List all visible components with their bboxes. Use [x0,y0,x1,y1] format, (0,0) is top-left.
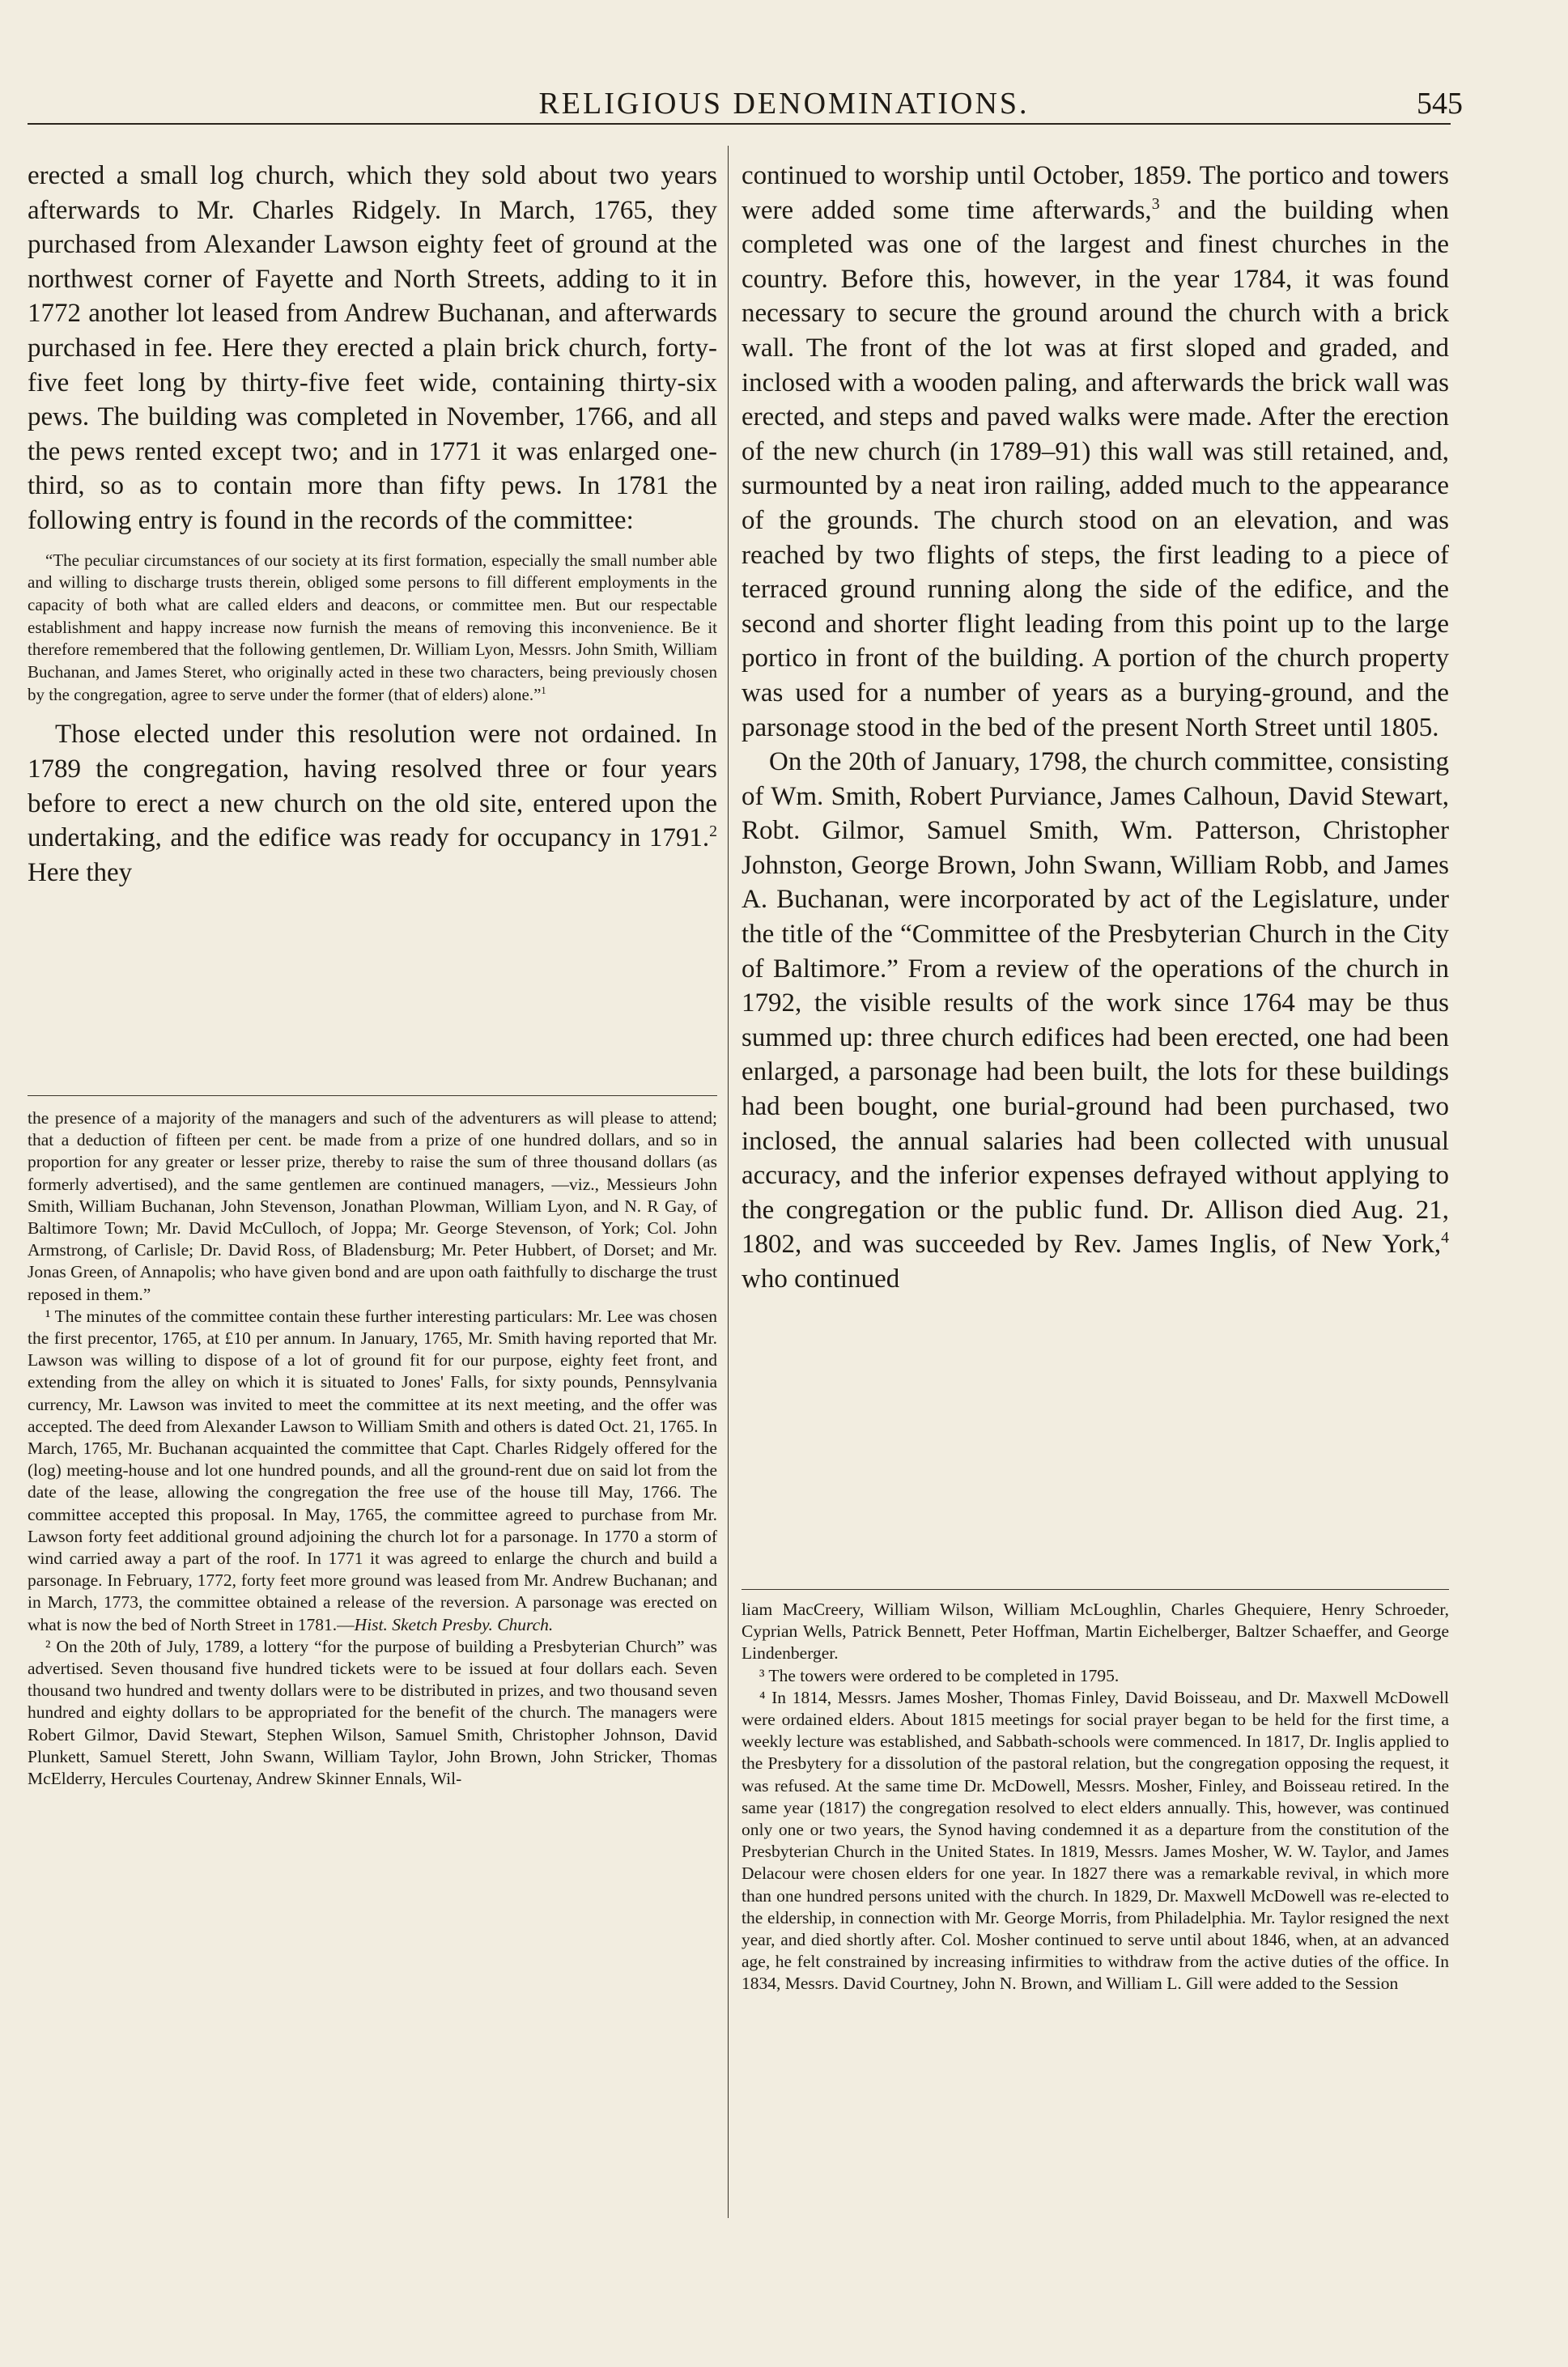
footnote-4: ⁴ In 1814, Messrs. James Mosher, Thomas Finley, David Boisseau, and Dr. Maxwell McDowell were ordained elders. About 1815 meetings for social prayer began to be held for the first time, a weekly lecture was established, and Sabbath-schools were commenced. In 1817, Dr. Inglis applied to the Presbytery for a dissolution of the pastoral relation, but the congregation opposing the request, it was refused. At the same time Dr. McDowell, Messrs. Mosher, Finley, and Boisseau retired. In the same year (1817) the congregation resolved to elect elders annually. This, however, was continued only one or two years, the Synod having condemned it as a departure from the constitution of the Presbyterian Church in the United States. In 1819, Messrs. James Mosher, W. W. Taylor, and James Delacour were chosen elders for one year. In 1827 there was a remarkable revival, in which more than one hundred persons united with the church. In 1829, Dr. Maxwell McDowell was re-elected to the eldership, in connection with Mr. George Morris, from Philadelphia. Mr. Taylor resigned the next year, and died shortly after. Col. Mosher continued to serve until about 1846, when, at an advanced age, he felt constrained by increasing infirmities to withdraw from the active duties of the office. In 1834, Messrs. David Courtney, John N. Brown, and William L. Gill were added to the Session [742,1687,1449,1994]
footnote-continuation-right: liam MacCreery, William Wilson, William McLoughlin, Charles Ghequiere, Henry Schroeder, Cyprian Wells, Patrick Bennett, Peter Hoffman, Martin Eichelberger, Baltzer Schaeffer, and George Lindenberger. [742,1600,1449,1664]
right-paragraph-1 [742,159,1449,745]
quote-body: “The peculiar circumstances of our society at its first formation, especially the small number able and willing to discharge trusts therein, obliged some persons to fill different employments in the capacity of both what are called elders and deacons, or committee men. But our respectable establishment and happy increase now furnish the means of removing this inconvenience. Be it therefore remembered that the following gentlemen, Dr. William Lyon, Messrs. John Smith, William Buchanan, and James Steret, who originally acted in these two characters, being previously chosen by the congregation, agree to serve under the former (that of elders) alone.” [28,550,717,704]
footnote-ref-1: 1 [541,684,546,696]
committee-record-quote [28,550,717,707]
header-rule [28,123,1451,125]
left-footnote-rule [28,1095,717,1096]
page-header [0,81,1568,130]
page-number: 545 [1417,87,1463,121]
footnote-2: ² On the 20th of July, 1789, a lottery “for the purpose of building a Presbyterian Church” was advertised. Seven thousand five hundred tickets were to be issued at four dollars each. Seven thousand two hundred and twenty dollars were to be distributed in prizes, and two thousand seven hundred and eighty dollars to be appropriated for the benefit of the church. The managers were Robert Gilmor, David Stewart, Stephen Wilson, Samuel Smith, Christopher Johnson, David Plunkett, Samuel Sterett, John Swann, William Taylor, John Brown, John Stricker, Thomas McElderry, Hercules Courtenay, Andrew Skinner Ennals, Wil- [28,1636,717,1789]
footnote-3: ³ The towers were ordered to be completed in 1795. [759,1665,1120,1685]
footnote-1 [28,1306,717,1636]
footnote-1-source: Hist. Sketch Presby. Church. [354,1614,554,1634]
right-paragraph-2-tail: who continued [742,1264,900,1294]
left-column-body [28,159,717,890]
running-title: RELIGIOUS DENOMINATIONS. [538,87,1030,121]
right-footnotes [742,1599,1449,1995]
footnote-ref-2: 2 [709,822,717,841]
right-paragraph-1-head: continued to worship until October, 1859. The portico and towers were added some time afterwards, [742,161,1449,225]
column-divider [728,146,729,2218]
right-paragraph-1-tail: and the building when completed was one of the largest and finest churches in the country. Before this, however, in the year 1784, it was found necessary to secure the ground around the church with a brick wall. The front of the lot was at first sloped and graded, and inclosed with a wooden paling, and afterwards the brick wall was erected, and steps and paved walks were made. After the erection of the new church (in 1789–91) this wall was still retained, and, surmounted by a neat iron railing, added much to the appearance of the grounds. The church stood on an elevation, and was reached by two flights of steps, the first leading to a piece of terraced ground running along the side of the edifice, and the second and shorter flight leading from this point up to the large portico in front of the building. A portion of the church property was used for a number of years as a burying-ground, and the parsonage stood in the bed of the present North Street until 1805. [742,195,1449,742]
quote-text [28,550,717,707]
left-paragraph-2-tail: Here they [28,857,133,887]
left-footnotes [28,1107,717,1790]
right-column-body [742,159,1449,1297]
right-paragraph-2 [742,745,1449,1297]
left-paragraph-2-text: Those elected under this resolution were not ordained. In 1789 the congregation, having resolved three or four years before to erect a new church on the old site, entered upon the undertaking, and the edifice was ready for occupancy in 1791. [28,720,717,853]
right-footnote-rule [742,1589,1449,1590]
right-paragraph-2-head: On the 20th of January, 1798, the church committee, consisting of Wm. Smith, Robert Purviance, James Calhoun, David Stewart, Robt. Gilmor, Samuel Smith, Wm. Patterson, Christopher Johnston, George Brown, John Swann, William Robb, and James A. Buchanan, were incorporated by act of the Legislature, under the title of the “Committee of the Presbyterian Church in the City of Baltimore.” From a review of the operations of the church in 1792, the visible results of the work since 1764 may be thus summed up: three church edifices had been erected, one had been enlarged, a parsonage had been built, the lots for these buildings had been bought, one burial-ground had been purchased, two inclosed, the annual salaries had been collected with unusual accuracy, and the inferior expenses defrayed without applying to the congregation or the public fund. Dr. Allison died Aug. 21, 1802, and was succeeded by Rev. James Inglis, of New York, [742,747,1449,1260]
left-paragraph-1: erected a small log church, which they sold about two years afterwards to Mr. Charles Ridgely. In March, 1765, they purchased from Alexander Lawson eighty feet of ground at the northwest corner of Fayette and North Streets, adding to it in 1772 another lot leased from Andrew Buchanan, and afterwards purchased in fee. Here they erected a plain brick church, forty-five feet long by thirty-five feet wide, containing thirty-six pews. The building was completed in November, 1766, and all the pews rented except two; and in 1771 it was enlarged one-third, so as to contain more than fifty pews. In 1781 the following entry is found in the records of the committee: [28,161,717,535]
left-paragraph-2 [28,717,717,890]
footnote-continuation-left: the presence of a majority of the managers and such of the adventurers as will please to attend; that a deduction of fifteen per cent. be made from a prize of one hundred dollars, and so in proportion for any greater or lesser prize, thereby to raise the sum of three thousand dollars (as formerly advertised), and the same gentlemen are continued managers, —viz., Messieurs John Smith, William Buchanan, John Stevenson, Jonathan Plowman, William Lyon, and N. R Gay, of Baltimore Town; Mr. David McCulloch, of Joppa; Mr. George Stevenson, of York; Col. John Armstrong, of Carlisle; Dr. David Ross, of Bladensburg; Mr. Peter Hubbert, of Dorset; and Mr. Jonas Green, of Annapolis; who have given bond and are upon oath faithfully to discharge the trust reposed in them.” [28,1108,717,1304]
footnote-ref-3: 3 [1151,194,1160,213]
footnote-1-text: ¹ The minutes of the committee contain these further interesting particulars: Mr. Lee was chosen the first precentor, 1765, at £10 per annum. In January, 1765, Mr. Smith having reported that Mr. Lawson was willing to dispose of a lot of ground fit for our purpose, eighty feet front, and extending from the alley on which it is situated to Jones' Falls, for sixty pounds, Pennsylvania currency, Mr. Lawson was invited to meet the committee at its next meeting, and the offer was accepted. The deed from Alexander Lawson to William Smith and others is dated Oct. 21, 1765. In March, 1765, Mr. Buchanan acquainted the committee that Capt. Charles Ridgely offered for the (log) meeting-house and lot one hundred pounds, and all the ground-rent due on said lot from the date of the lease, allowing the congregation the free use of the house till May, 1766. The committee accepted this proposal. In May, 1765, the committee agreed to purchase from Mr. Lawson forty feet additional ground adjoining the church lot for a parsonage. In 1770 a storm of wind carried away a part of the roof. In 1771 it was agreed to enlarge the church and build a parsonage. In February, 1772, forty feet more ground was leased from Mr. Andrew Buchanan; and in March, 1773, the committee obtained a release of the reversion. A parsonage was erected on what is now the bed of North Street in 1781.— [28,1306,717,1634]
footnote-ref-4: 4 [1441,1229,1449,1247]
